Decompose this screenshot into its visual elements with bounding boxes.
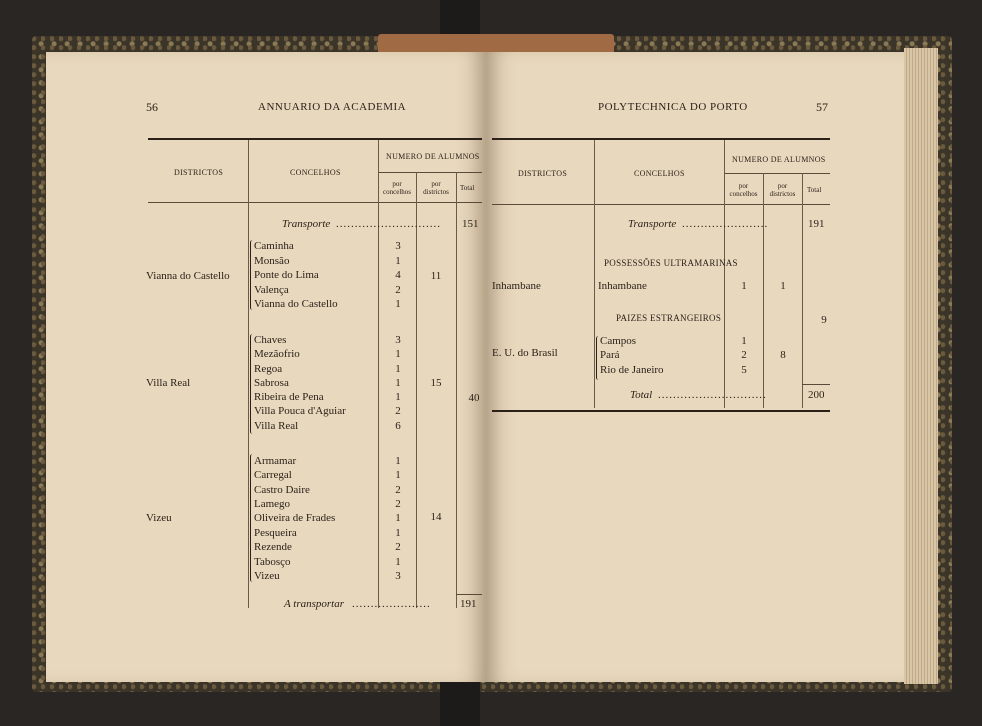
concelho-count: 2 bbox=[395, 541, 401, 553]
col-divider bbox=[416, 172, 417, 608]
col-header-por-districtos: por districtos bbox=[769, 182, 796, 198]
concelho-name: Chaves bbox=[254, 334, 287, 346]
concelho-count: 1 bbox=[395, 527, 401, 539]
concelho-name: Vianna do Castello bbox=[254, 298, 338, 310]
district-total: 8 bbox=[780, 349, 786, 361]
col-header-por-concelhos: por concelhos bbox=[383, 180, 411, 196]
concelho-count: 1 bbox=[395, 363, 401, 375]
subheader-rule bbox=[724, 173, 830, 174]
concelho-count: 1 bbox=[395, 298, 401, 310]
col-header-numero: NUMERO DE ALUMNOS bbox=[732, 155, 826, 164]
district-total: 1 bbox=[780, 280, 786, 292]
concelho-name: Villa Real bbox=[254, 420, 299, 432]
a-transportar-total: 191 bbox=[460, 598, 477, 610]
concelho-count: 1 bbox=[395, 255, 401, 267]
concelho-name: Campos bbox=[600, 335, 637, 347]
running-head: ANNUARIO DA ACADEMIA bbox=[258, 101, 407, 113]
col-divider bbox=[802, 173, 803, 408]
concelho-count: 3 bbox=[395, 240, 401, 252]
district-total: 11 bbox=[430, 270, 442, 282]
running-head: POLYTECHNICA DO PORTO bbox=[598, 101, 748, 113]
concelho-name: Sabrosa bbox=[254, 377, 289, 389]
concelho-count: 1 bbox=[395, 455, 401, 467]
concelho-name: Mezãofrio bbox=[254, 348, 300, 360]
concelho-name: Carregal bbox=[254, 469, 292, 481]
dot-leader: ............................ bbox=[336, 218, 441, 230]
concelho-name: Oliveira de Frades bbox=[254, 512, 336, 524]
district-total: 14 bbox=[430, 511, 442, 523]
total-label: Total bbox=[630, 389, 653, 401]
left-page bbox=[46, 52, 486, 682]
total-value: 200 bbox=[808, 389, 825, 401]
concelho-name: Vizeu bbox=[254, 570, 280, 582]
concelho-count: 3 bbox=[395, 570, 401, 582]
concelho-count: 1 bbox=[395, 469, 401, 481]
group-total: 9 bbox=[821, 314, 827, 326]
page-number: 56 bbox=[146, 100, 158, 114]
table-top-rule bbox=[492, 138, 830, 140]
concelho-name: Caminha bbox=[254, 240, 294, 252]
district-name: Vizeu bbox=[146, 512, 172, 524]
sum-rule bbox=[802, 384, 830, 385]
table-top-rule bbox=[148, 138, 482, 140]
concelho-count: 1 bbox=[395, 556, 401, 568]
concelho-count: 1 bbox=[395, 512, 401, 524]
col-divider bbox=[456, 172, 457, 608]
sum-rule bbox=[456, 594, 482, 595]
transporte-label: Transporte bbox=[282, 218, 331, 230]
concelho-count: 1 bbox=[395, 348, 401, 360]
concelho-count: 2 bbox=[741, 349, 747, 361]
concelho-count: 1 bbox=[395, 377, 401, 389]
transporte-label: Transporte bbox=[628, 218, 677, 230]
concelho-name: Tabosço bbox=[254, 556, 291, 568]
concelho-name: Valença bbox=[254, 284, 289, 296]
concelho-name: Pesqueira bbox=[254, 527, 297, 539]
header-bottom-rule bbox=[148, 202, 482, 203]
concelho-count: 1 bbox=[741, 280, 747, 292]
concelho-name: Inhambane bbox=[598, 280, 647, 292]
concelho-name: Rio de Janeiro bbox=[600, 364, 664, 376]
dot-leader: ............................. bbox=[658, 389, 767, 401]
a-transportar-label: A transportar bbox=[284, 598, 345, 610]
district-total: 15 bbox=[430, 377, 442, 389]
concelho-name: Regoa bbox=[254, 363, 283, 375]
col-header-por-districtos: por districtos bbox=[423, 180, 449, 196]
col-divider bbox=[378, 140, 379, 608]
concelho-name: Monsão bbox=[254, 255, 290, 267]
ribbon-bookmark bbox=[378, 34, 614, 54]
col-header-por-concelhos: por concelhos bbox=[729, 182, 758, 198]
concelho-name: Ponte do Lima bbox=[254, 269, 319, 281]
col-header-districtos: DISTRICTOS bbox=[174, 168, 224, 177]
transporte-total: 151 bbox=[462, 218, 479, 230]
transporte-total: 191 bbox=[808, 218, 825, 230]
group-total: 40 bbox=[468, 392, 480, 404]
dot-leader: ..................... bbox=[352, 598, 431, 610]
concelho-name: Rezende bbox=[254, 541, 292, 553]
header-bottom-rule bbox=[492, 204, 830, 205]
col-divider bbox=[594, 140, 595, 408]
concelho-count: 1 bbox=[395, 391, 401, 403]
district-name: Villa Real bbox=[146, 377, 191, 389]
concelho-count: 4 bbox=[395, 269, 401, 281]
concelho-count: 2 bbox=[395, 484, 401, 496]
col-header-numero: NUMERO DE ALUMNOS bbox=[386, 152, 480, 161]
right-page bbox=[486, 52, 904, 682]
concelho-count: 3 bbox=[395, 334, 401, 346]
col-divider bbox=[724, 140, 725, 408]
district-name: Inhambane bbox=[492, 280, 541, 292]
section-possessoes: POSSESSÕES ULTRAMARINAS bbox=[604, 258, 738, 268]
col-header-districtos: DISTRICTOS bbox=[518, 169, 568, 178]
section-paizes: PAIZES ESTRANGEIROS bbox=[616, 313, 722, 323]
concelho-name: Villa Pouca d'Aguiar bbox=[254, 405, 346, 417]
col-header-concelhos: CONCELHOS bbox=[290, 168, 341, 177]
concelho-count: 1 bbox=[741, 335, 747, 347]
concelho-name: Armamar bbox=[254, 455, 297, 467]
concelho-count: 2 bbox=[395, 405, 401, 417]
col-header-total: Total bbox=[807, 186, 822, 194]
district-name: Vianna do Castello bbox=[146, 270, 230, 282]
concelho-count: 2 bbox=[395, 498, 401, 510]
concelho-name: Pará bbox=[600, 349, 620, 361]
col-divider bbox=[763, 173, 764, 408]
dot-leader: ....................... bbox=[682, 218, 769, 230]
district-name: E. U. do Brasil bbox=[492, 347, 558, 359]
col-divider bbox=[248, 140, 249, 608]
page-edges bbox=[904, 48, 938, 684]
page-number: 57 bbox=[816, 100, 828, 114]
concelho-count: 6 bbox=[395, 420, 401, 432]
concelho-name: Ribeira de Pena bbox=[254, 391, 324, 403]
concelho-count: 2 bbox=[395, 284, 401, 296]
table-bottom-rule bbox=[492, 410, 830, 412]
col-header-total: Total bbox=[460, 184, 475, 192]
concelho-name: Castro Daire bbox=[254, 484, 310, 496]
col-header-concelhos: CONCELHOS bbox=[634, 169, 685, 178]
concelho-count: 5 bbox=[741, 364, 747, 376]
concelho-name: Lamego bbox=[254, 498, 291, 510]
subheader-rule bbox=[378, 172, 482, 173]
